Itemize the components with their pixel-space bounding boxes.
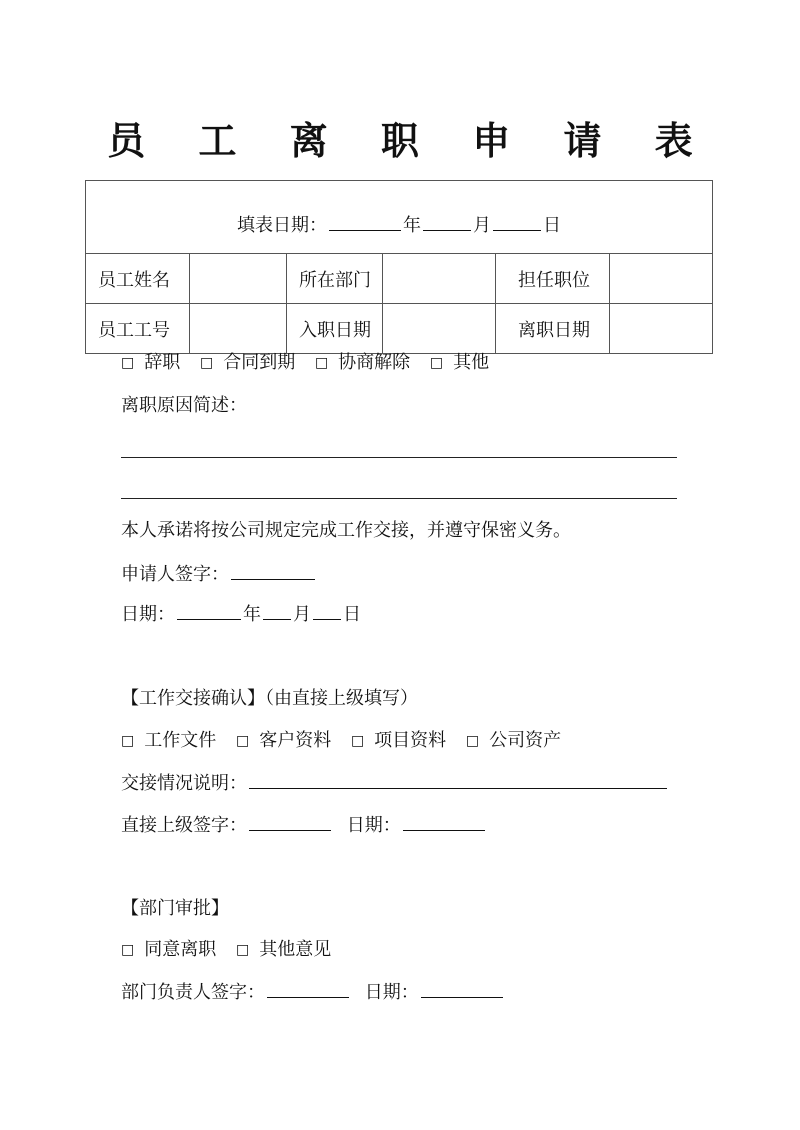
fill-date-cell: [86, 181, 713, 254]
dept-head-date-label: 日期：: [364, 982, 419, 1003]
option-label: 其他意见: [259, 939, 332, 960]
supervisor-date-label: 日期：: [346, 815, 401, 836]
reason-line-2[interactable]: [121, 498, 677, 499]
dept-head-date-blank[interactable]: [421, 979, 503, 998]
option-label: 项目资料: [374, 730, 447, 751]
fill-day-blank[interactable]: [493, 212, 541, 231]
dept-head-sign-blank[interactable]: [267, 979, 349, 998]
option-label: 客户资料: [259, 730, 332, 751]
fill-year-label: 年: [403, 215, 421, 236]
checkbox-icon[interactable]: □: [121, 733, 135, 749]
year-label: 年: [243, 604, 261, 625]
emp-id-value-cell[interactable]: [190, 304, 287, 354]
join-date-label: 入职日期: [287, 304, 383, 354]
dept-head-sign-row: [121, 979, 505, 1006]
checkbox-icon[interactable]: □: [121, 942, 135, 958]
option-label: 公司资产: [489, 730, 562, 751]
checkbox-icon[interactable]: □: [235, 733, 250, 749]
month-label: 月: [293, 604, 311, 625]
handover-heading: 【工作交接确认】（由直接上级填写）: [121, 688, 418, 709]
option-label: 合同到期: [223, 352, 296, 373]
supervisor-sign-label: 直接上级签字：: [121, 815, 247, 836]
checkbox-icon[interactable]: □: [199, 355, 214, 371]
handover-desc-blank[interactable]: [249, 770, 667, 789]
reason-line-1[interactable]: [121, 457, 677, 458]
checkbox-icon[interactable]: □: [465, 733, 480, 749]
approval-options: [121, 937, 345, 964]
checkbox-icon[interactable]: □: [235, 942, 250, 958]
checkbox-icon[interactable]: □: [429, 355, 444, 371]
reason-options: [121, 350, 503, 377]
applicant-sign-blank[interactable]: [231, 561, 315, 580]
pledge-text: 本人承诺将按公司规定完成工作交接，并遵守保密义务。: [121, 520, 571, 541]
applicant-sign-label: 申请人签字：: [121, 564, 229, 585]
checkbox-icon[interactable]: □: [314, 355, 329, 371]
emp-id-label: 员工工号: [86, 304, 190, 354]
name-label: 员工姓名: [86, 254, 190, 304]
option-label: 同意离职: [144, 939, 217, 960]
position-value-cell[interactable]: [610, 254, 713, 304]
leave-date-value-cell[interactable]: [610, 304, 713, 354]
form-title: 员 工 离 职 申 请 表: [107, 119, 713, 163]
fill-date-row: [86, 181, 713, 254]
reason-option-resign[interactable]: [121, 350, 180, 377]
applicant-month-blank[interactable]: [263, 601, 291, 620]
approval-option-agree[interactable]: [121, 937, 216, 964]
approval-option-other[interactable]: [236, 937, 331, 964]
applicant-sign-row: [121, 561, 317, 588]
reason-option-other[interactable]: [430, 350, 489, 377]
applicant-day-blank[interactable]: [313, 601, 341, 620]
option-label: 辞职: [144, 352, 181, 373]
fill-date-label: 填表日期：: [237, 215, 327, 236]
fill-month-label: 月: [473, 215, 491, 236]
dept-head-sign-label: 部门负责人签字：: [121, 982, 265, 1003]
checkbox-icon[interactable]: □: [121, 355, 135, 371]
name-value-cell[interactable]: [190, 254, 287, 304]
table-row: [86, 304, 713, 354]
option-label: 其他: [453, 352, 490, 373]
supervisor-date-blank[interactable]: [403, 812, 485, 831]
applicant-year-blank[interactable]: [177, 601, 241, 620]
applicant-date-row: [121, 601, 361, 628]
department-label: 所在部门: [287, 254, 383, 304]
handover-desc-label: 交接情况说明：: [121, 773, 247, 794]
handover-desc-row: [121, 770, 669, 797]
handover-option-project-data[interactable]: [351, 728, 446, 755]
leave-date-label: 离职日期: [496, 304, 610, 354]
option-label: 工作文件: [144, 730, 217, 751]
fill-month-blank[interactable]: [423, 212, 471, 231]
reason-option-contract-end[interactable]: [200, 350, 295, 377]
supervisor-sign-row: [121, 812, 487, 839]
employee-info-table: [85, 180, 713, 354]
fill-day-label: 日: [543, 215, 561, 236]
approval-heading: 【部门审批】: [121, 898, 229, 919]
applicant-date-label: 日期：: [121, 604, 175, 625]
day-label: 日: [343, 604, 361, 625]
handover-options: [121, 728, 575, 755]
table-row: [86, 254, 713, 304]
handover-option-company-assets[interactable]: [466, 728, 561, 755]
checkbox-icon[interactable]: □: [350, 733, 365, 749]
join-date-value-cell[interactable]: [383, 304, 496, 354]
supervisor-sign-blank[interactable]: [249, 812, 331, 831]
position-label: 担任职位: [496, 254, 610, 304]
option-label: 协商解除: [338, 352, 411, 373]
reason-brief-label: 离职原因简述：: [121, 395, 247, 416]
reason-option-mutual[interactable]: [315, 350, 410, 377]
fill-year-blank[interactable]: [329, 212, 401, 231]
department-value-cell[interactable]: [383, 254, 496, 304]
handover-option-client-data[interactable]: [236, 728, 331, 755]
handover-option-work-files[interactable]: [121, 728, 216, 755]
